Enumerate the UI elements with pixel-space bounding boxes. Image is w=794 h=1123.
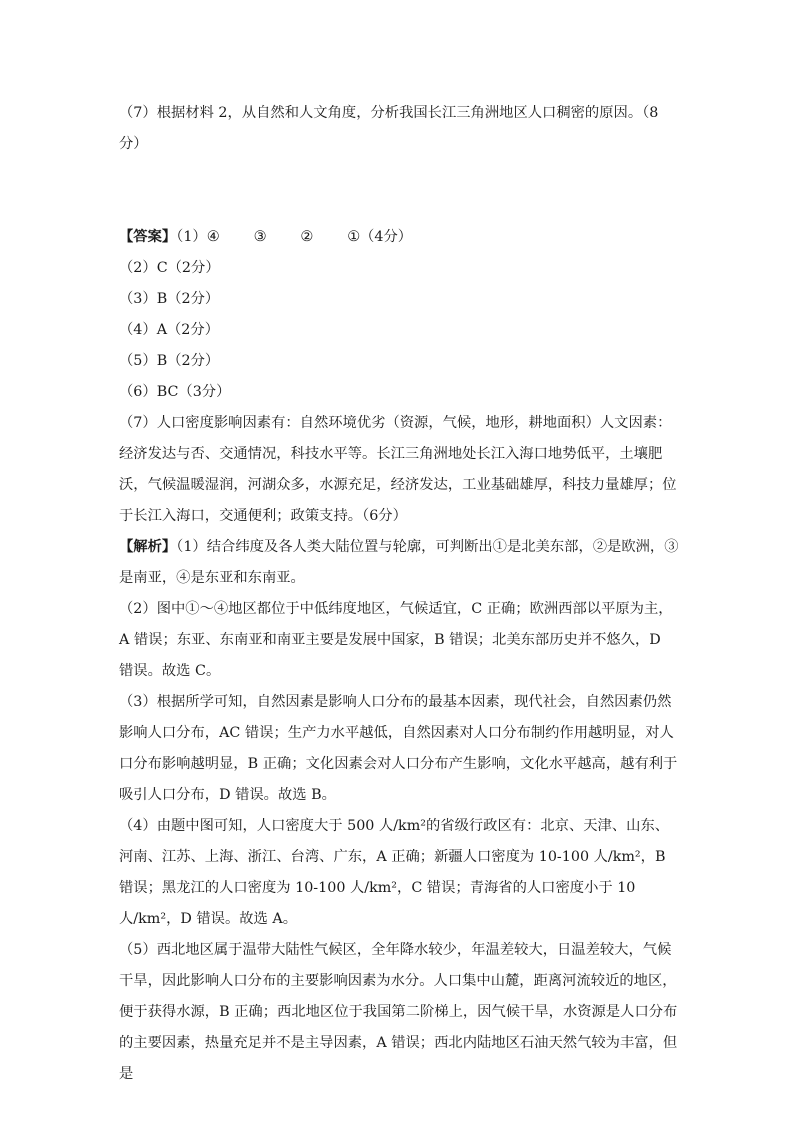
analysis-5: （5）西北地区属于温带大陆性气候区，全年降水较少，年温差较大，日温差较大，气候干旱，因此影响人口分布的主要影响因素为水分。人口集中山麓，距离河流较近的地区，便于获得水源，B 正确；西北地区位于我国第二阶梯上，因气候干旱，水资源是人口分布的主要因素，热量充足并不是主导因素，A 错误；西北内陆地区石油天然气较为丰富，但是 — [119, 942, 678, 1082]
answer-4: （4）A（2分） — [119, 322, 220, 338]
analysis-label: 【解析】 — [119, 539, 177, 555]
answer-3: （3）B（2分） — [119, 291, 220, 307]
answer-label: 【答案】 — [119, 229, 177, 245]
answer-1-symbol-2: ③ — [253, 229, 267, 245]
analysis-2: （2）图中①～④地区都位于中低纬度地区，气候适宜，C 正确；欧洲西部以平原为主，A 错误；东亚、东南亚和南亚主要是发展中国家，B 错误；北美东部历史并不悠久，D 错误。故选 C。 — [119, 601, 673, 679]
answer-6: （6）BC（3分） — [119, 384, 231, 400]
analysis-1 — [119, 532, 679, 594]
answer-2: （2）C（2分） — [119, 260, 220, 276]
question-7: （7）根据材料 2，从自然和人文角度，分析我国长江三角洲地区人口稠密的原因。（8分） — [119, 105, 659, 152]
answer-1-symbol-4: ① — [347, 229, 361, 245]
answer-1-symbol-3: ② — [300, 229, 314, 245]
answer-7: （7）人口密度影响因素有：自然环境优劣（资源，气候，地形，耕地面积）人文因素：经济发达与否、交通情况，科技水平等。长江三角洲地处长江入海口地势低平，土壤肥沃，气候温暖湿润，河湖众多，水源充足，经济发达，工业基础雄厚，科技力量雄厚；位于长江入海口，交通便利；政策支持。（6分） — [119, 415, 677, 524]
analysis-4: （4）由题中图可知，人口密度大于 500 人/km²的省级行政区有：北京、天津、山东、河南、江苏、上海、浙江、台湾、广东，A 正确；新疆人口密度为 10-100 人/km²，B 错误；黑龙江的人口密度为 10-100 人/km²，C 错误；青海省的人口密度小于 10 人/km²，D 错误。故选 A。 — [119, 818, 670, 927]
answer-1-prefix: （1） — [176, 229, 207, 245]
answer-line-1 — [119, 222, 679, 253]
analysis-1-text: （1）结合纬度及各人类大陆位置与轮廓，可判断出①是北美东部，②是欧洲，③是南亚，④是东亚和东南亚。 — [119, 539, 679, 586]
answer-1-score: （4分） — [360, 229, 413, 245]
document-body — [119, 98, 679, 1090]
answer-5: （5）B（2分） — [119, 353, 220, 369]
answer-1-symbol-1: ④ — [206, 229, 220, 245]
analysis-3: （3）根据所学可知，自然因素是影响人口分布的最基本因素，现代社会，自然因素仍然影响人口分布，AC 错误；生产力水平越低，自然因素对人口分布制约作用越明显，对人口分布影响越明显，B 正确；文化因素会对人口分布产生影响，文化水平越高，越有利于吸引人口分布，D 错误。故选 B。 — [119, 694, 678, 803]
